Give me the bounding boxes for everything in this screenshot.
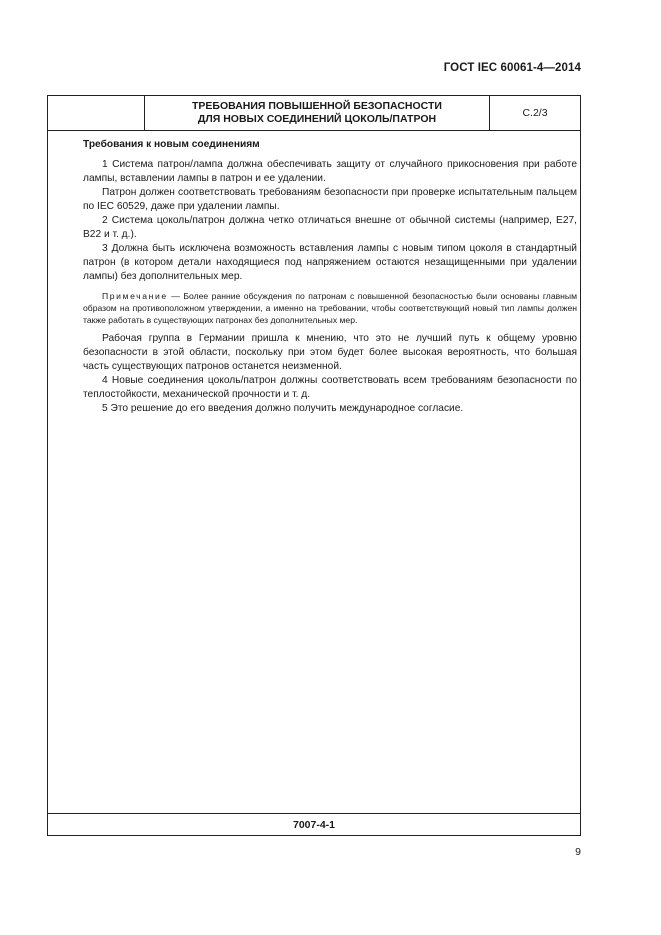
section-title: Требования к новым соединениям bbox=[83, 139, 260, 150]
page-number: 9 bbox=[575, 846, 581, 858]
sheet-title-line2: ДЛЯ НОВЫХ СОЕДИНЕНИЙ ЦОКОЛЬ/ПАТРОН bbox=[197, 113, 437, 125]
header-empty-cell bbox=[48, 96, 145, 130]
sheet-content bbox=[83, 138, 577, 416]
note bbox=[83, 290, 577, 326]
note-text: — Более ранние обсуждения по патронам с повышенной безопасностью были основаны главным образом на противоположном утверждении, а именно на требовании, чтобы соответствующий новый тип лампы должен также работать в существующих патронах без дополнительных мер. bbox=[83, 291, 577, 325]
paragraph-4: 3 Должна быть исключена возможность вставления лампы с новым типом цоколя в стандартный патрон (в котором детали находящиеся под напряжением остаются незащищенными при удалении лампы) без дополнительных мер. bbox=[83, 243, 577, 282]
document-code: ГОСТ IEC 60061-4—2014 bbox=[443, 62, 581, 74]
paragraph-1: 1 Система патрон/лампа должна обеспечивать защиту от случайного прикосновения при работе лампы, вставлении лампы в патрон и ее удалении. bbox=[83, 159, 577, 184]
sheet-frame bbox=[47, 95, 581, 836]
paragraph-3: 2 Система цоколь/патрон должна четко отличаться внешне от обычной системы (например, Е27, В22 и т. д.). bbox=[83, 215, 577, 240]
paragraph-6: 4 Новые соединения цоколь/патрон должны соответствовать всем требованиям безопасности по теплостойкости, механической прочности и т. д. bbox=[83, 375, 577, 400]
paragraph-7: 5 Это решение до его введения должно получить международное согласие. bbox=[102, 403, 464, 414]
sheet-footer-code: 7007-4-1 bbox=[48, 813, 580, 835]
paragraph-5: Рабочая группа в Германии пришла к мнению, что это не лучший путь к общему уровню безопасности в этой области, поскольку при этом будет более высокая вероятность, что большая часть существующих патронов останется неизменной. bbox=[83, 333, 577, 372]
sheet-header bbox=[48, 96, 580, 131]
sheet-title-line1: ТРЕБОВАНИЯ ПОВЫШЕННОЙ БЕЗОПАСНОСТИ bbox=[192, 100, 442, 112]
sheet-title bbox=[145, 96, 490, 130]
note-label: Примечание bbox=[102, 291, 168, 301]
paragraph-2: Патрон должен соответствовать требованиям безопасности при проверке испытательным пальцем по IEC 60529, даже при удалении лампы. bbox=[83, 187, 577, 212]
sheet-code: С.2/3 bbox=[522, 107, 548, 119]
